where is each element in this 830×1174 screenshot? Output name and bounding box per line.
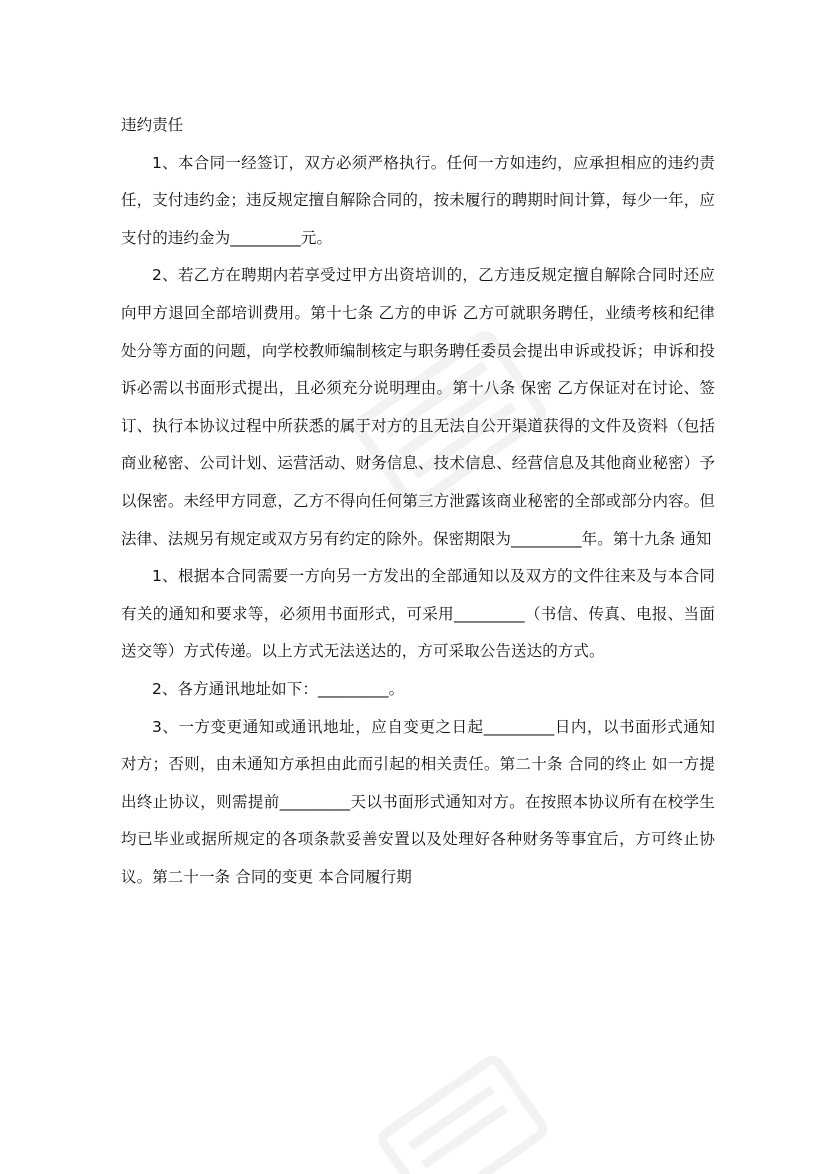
contract-text xyxy=(121,107,715,896)
paragraph-notice-1: 1、根据本合同需要一方向另一方发出的全部通知以及双方的文件往来及与本合同有关的通知和要求等，必须用书面形式，可采用_________（书信、传真、电报、当面送交等）方式传递。以上方式无法送达的，方可采取公告送达的方式。 xyxy=(121,567,715,661)
paragraph-breach-2: 2、若乙方在聘期内若享受过甲方出资培训的，乙方违反规定擅自解除合同时还应向甲方退回全部培训费用。第十七条 乙方的申诉 乙方可就职务聘任，业绩考核和纪律处分等方面的问题，向学校教师编制核定与职务聘任委员会提出申诉或投诉；申诉和投诉必需以书面形式提出，且必须充分说明理由。第十八条 保密 乙方保证对在讨论、签订、执行本协议过程中所获悉的属于对方的且无法自公开渠道获得的文件及资料（包括商业秘密、公司计划、运营活动、财务信息、技术信息、经营信息及其他商业秘密）予以保密。未经甲方同意，乙方不得向任何第三方泄露该商业秘密的全部或部分内容。但法律、法规另有规定或双方另有约定的除外。保密期限为_________年。第十九条 通知 xyxy=(121,266,715,548)
section-heading: 违约责任 xyxy=(121,116,184,134)
paragraph-notice-2: 2、各方通讯地址如下：_________。 xyxy=(152,679,405,698)
watermark-emblem-bottom xyxy=(360,1030,560,1174)
paragraph-notice-3: 3、一方变更通知或通讯地址，应自变更之日起_________日内，以书面形式通知对方；否则，由未通知方承担由此而引起的相关责任。第二十条 合同的终止 如一方提出终止协议，则需提前_________天以书面形式通知对方。在按照本协议所有在校学生均已毕业或据所规定的各项条款妥善安置以及处理好各种财务等事宜后，方可终止协议。第二十一条 合同的变更 本合同履行期 xyxy=(121,717,715,886)
paragraph-breach-1: 1、本合同一经签订，双方必须严格执行。任何一方如违约，应承担相应的违约责任，支付违约金；违反规定擅自解除合同的，按未履行的聘期时间计算，每少一年，应支付的违约金为_________元。 xyxy=(121,153,715,247)
